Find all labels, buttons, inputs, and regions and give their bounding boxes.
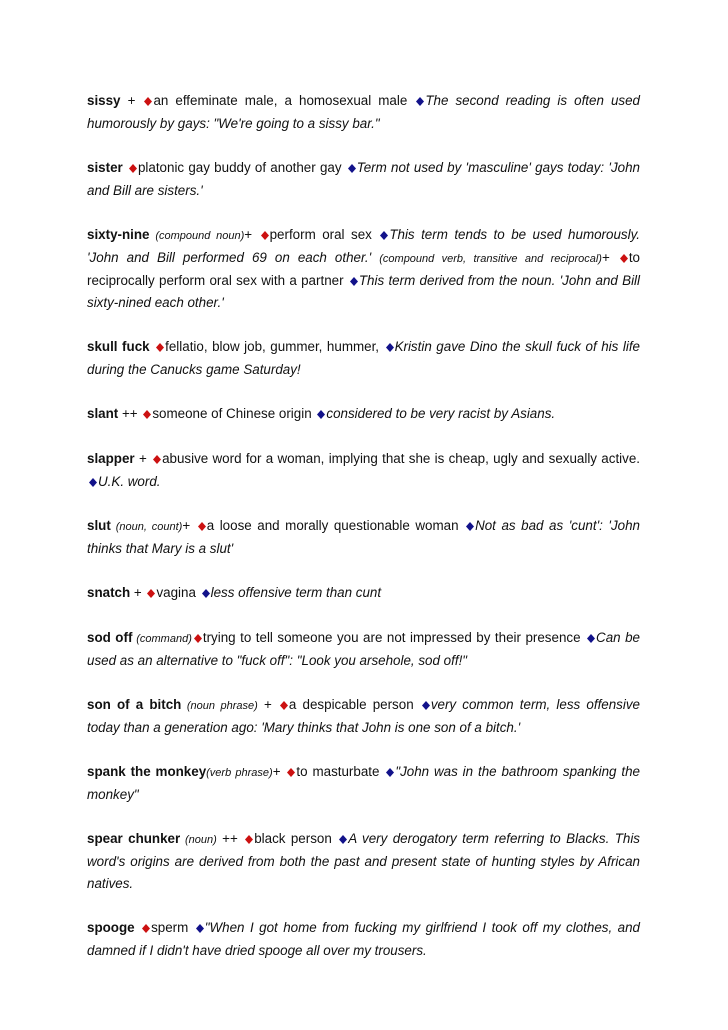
entry-term: spooge bbox=[87, 920, 135, 935]
entry-definition: abusive word for a woman, implying that she is cheap, ugly and sexually active. bbox=[162, 451, 640, 466]
entry-term: slut bbox=[87, 518, 111, 533]
glossary-entry bbox=[87, 761, 640, 806]
blue-diamond-icon bbox=[339, 835, 347, 844]
red-diamond-icon bbox=[287, 768, 295, 777]
glossary-entry bbox=[87, 828, 640, 895]
offensiveness-level: + bbox=[244, 227, 259, 242]
entry-term: skull fuck bbox=[87, 339, 150, 354]
entry-definition: sperm bbox=[151, 920, 194, 935]
grammar-label: (noun phrase) bbox=[181, 700, 258, 712]
glossary-entry bbox=[87, 157, 640, 202]
entry-usage-note: The second reading is often used humorously by gays: "We're going to a sissy bar." bbox=[87, 93, 641, 131]
entry-definition: trying to tell someone you are not impressed by their presence bbox=[202, 630, 586, 645]
red-diamond-icon bbox=[198, 522, 206, 531]
entry-definition: black person bbox=[254, 831, 338, 846]
blue-diamond-icon bbox=[587, 634, 595, 643]
blue-diamond-icon bbox=[386, 768, 394, 777]
entry-term: snatch bbox=[87, 585, 131, 600]
red-diamond-icon bbox=[143, 410, 151, 419]
offensiveness-level: + bbox=[130, 585, 146, 600]
grammar-label: (command) bbox=[132, 633, 192, 645]
entry-usage-note: very common term, less offensive today than a generation ago: 'Mary thinks that John is one son of a bitch.' bbox=[87, 697, 640, 735]
glossary-entry bbox=[87, 515, 640, 560]
entry-term: sissy bbox=[87, 93, 121, 108]
grammar-label: (compound verb, transitive and reciprocal) bbox=[379, 253, 602, 265]
entry-usage-note: considered to be very racist by Asians. bbox=[326, 406, 556, 421]
glossary-entry bbox=[87, 336, 640, 381]
offensiveness-level bbox=[135, 920, 140, 935]
entry-definition: to masturbate bbox=[296, 764, 385, 779]
glossary-entry bbox=[87, 582, 640, 605]
offensiveness-level: + bbox=[257, 697, 278, 712]
glossary-entry bbox=[87, 694, 640, 739]
entry-usage-note: This term tends to be used humorously. 'John and Bill performed 69 on each other.' bbox=[87, 227, 641, 265]
red-diamond-icon bbox=[261, 231, 269, 240]
red-diamond-icon bbox=[153, 455, 161, 464]
entry-definition: an effeminate male, a homosexual male bbox=[153, 93, 415, 108]
glossary-page bbox=[87, 90, 640, 984]
glossary-entry bbox=[87, 448, 640, 493]
entry-term: sister bbox=[87, 160, 123, 175]
blue-diamond-icon bbox=[466, 522, 474, 531]
entry-usage-note: less offensive term than cunt bbox=[210, 585, 382, 600]
offensiveness-level: ++ bbox=[216, 831, 244, 846]
entry-usage-note: This term derived from the noun. 'John and Bill sixty-nined each other.' bbox=[87, 273, 640, 310]
grammar-label: (noun) bbox=[180, 834, 217, 846]
red-diamond-icon bbox=[280, 701, 288, 710]
glossary-entry bbox=[87, 627, 640, 672]
blue-diamond-icon bbox=[317, 410, 325, 419]
entry-term: slant bbox=[87, 406, 119, 421]
entry-usage-note: Term not used by 'masculine' gays today: 'John and Bill are sisters.' bbox=[87, 160, 640, 198]
entry-definition: a despicable person bbox=[288, 697, 420, 712]
blue-diamond-icon bbox=[196, 924, 204, 933]
entry-term: spank the monkey bbox=[87, 764, 207, 779]
glossary-entry bbox=[87, 403, 640, 426]
entry-definition: a loose and morally questionable woman bbox=[206, 518, 465, 533]
glossary-entry bbox=[87, 917, 640, 962]
entry-usage-note: "John was in the bathroom spanking the monkey" bbox=[87, 764, 640, 802]
red-diamond-icon bbox=[620, 254, 628, 263]
red-diamond-icon bbox=[194, 634, 202, 643]
entry-usage-note: Kristin gave Dino the skull fuck of his life during the Canucks game Saturday! bbox=[87, 339, 640, 377]
glossary-entry bbox=[87, 90, 640, 135]
entry-definition: someone of Chinese origin bbox=[152, 406, 316, 421]
red-diamond-icon bbox=[245, 835, 253, 844]
red-diamond-icon bbox=[156, 343, 164, 352]
entry-definition: platonic gay buddy of another gay bbox=[137, 160, 346, 175]
entry-definition: vagina bbox=[156, 585, 200, 600]
blue-diamond-icon bbox=[386, 343, 394, 352]
offensiveness-level: + bbox=[134, 451, 152, 466]
entry-usage-note: Not as bad as 'cunt': 'John thinks that Mary is a slut' bbox=[87, 518, 640, 556]
blue-diamond-icon bbox=[422, 701, 430, 710]
blue-diamond-icon bbox=[416, 97, 424, 106]
offensiveness-level: + bbox=[120, 93, 143, 108]
grammar-label: (verb phrase) bbox=[206, 767, 273, 779]
entry-term: sod off bbox=[87, 630, 133, 645]
entry-term: son of a bitch bbox=[87, 697, 182, 712]
blue-diamond-icon bbox=[89, 478, 97, 487]
offensiveness-level: + bbox=[182, 518, 196, 533]
blue-diamond-icon bbox=[348, 164, 356, 173]
offensiveness-level bbox=[150, 339, 155, 354]
entry-term: sixty-nine bbox=[87, 227, 150, 242]
red-diamond-icon bbox=[147, 589, 155, 598]
entry-usage-note: Can be used as an alternative to "fuck off": "Look you arsehole, sod off!" bbox=[87, 630, 641, 668]
glossary-entry bbox=[87, 224, 640, 314]
offensiveness-level: ++ bbox=[118, 406, 142, 421]
offensiveness-level bbox=[123, 160, 127, 175]
blue-diamond-icon bbox=[350, 277, 358, 286]
red-diamond-icon bbox=[142, 924, 150, 933]
grammar-label: (noun, count) bbox=[110, 521, 183, 533]
entry-definition: fellatio, blow job, gummer, hummer, bbox=[165, 339, 384, 354]
offensiveness-level: + bbox=[601, 250, 618, 265]
offensiveness-level: + bbox=[272, 764, 286, 779]
entry-usage-note: "When I got home from fucking my girlfriend I took off my clothes, and damned if I didn't have dried spooge all over my trousers. bbox=[87, 920, 640, 958]
entry-usage-note: A very derogatory term referring to Blacks. This word's origins are derived from both the past and present state of hunting styles by African natives. bbox=[87, 831, 640, 891]
blue-diamond-icon bbox=[380, 231, 388, 240]
blue-diamond-icon bbox=[202, 589, 210, 598]
red-diamond-icon bbox=[129, 164, 137, 173]
entry-term: spear chunker bbox=[87, 831, 181, 846]
red-diamond-icon bbox=[144, 97, 152, 106]
entry-definition: to reciprocally perform oral sex with a partner bbox=[87, 250, 640, 288]
entry-definition: perform oral sex bbox=[269, 227, 379, 242]
entry-term: slapper bbox=[87, 451, 135, 466]
grammar-label: (compound noun) bbox=[149, 230, 245, 242]
entry-usage-note: U.K. word. bbox=[98, 474, 161, 489]
